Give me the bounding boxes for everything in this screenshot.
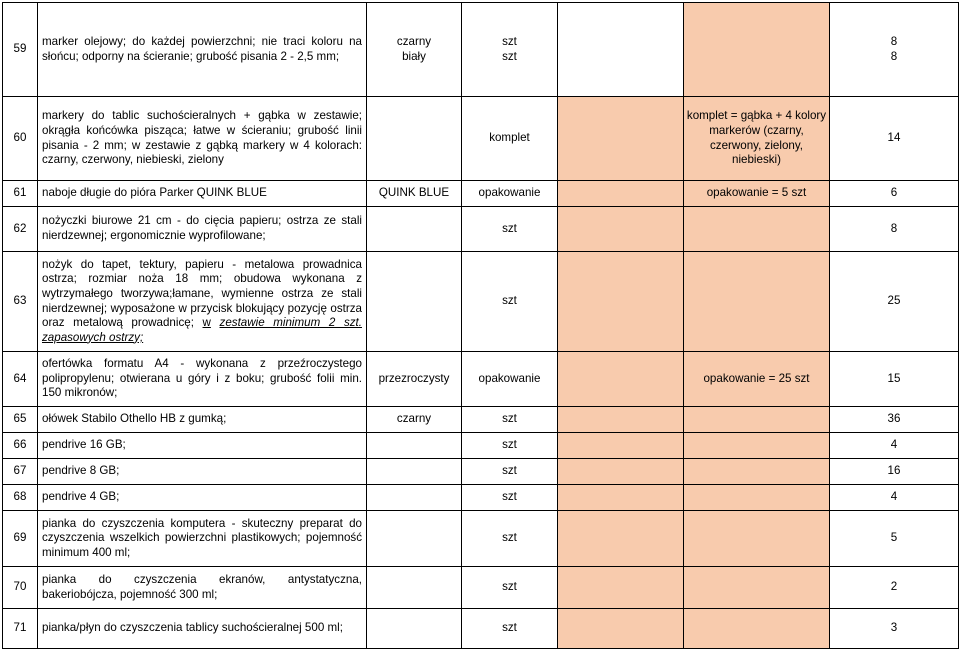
table-row [3,97,959,181]
pack-cell [558,567,684,609]
item-description: markery do tablic suchościeralnych + gąbka w zestawie; okrągła końcówka pisząca; łatwe w ścieraniu; grubość linii pisania - 2 mm; w zestawie z gąbką markery w 4 kolorach: czarny, czerwony, niebieski, zielony [38,97,367,181]
pack-cell [558,352,684,407]
desc-underlined: w [202,316,211,330]
table-row [3,567,959,609]
row-number: 68 [3,485,38,511]
unit-value: szt [462,433,558,459]
qty-value: 5 [830,511,959,567]
item-description: pianka/płyn do czyszczenia tablicy suchościeralnej 500 ml; [38,609,367,649]
qty-value: 2 [830,567,959,609]
qty-value: 8 [890,49,898,63]
unit-value: komplet [462,97,558,181]
color-value: czarny [367,407,462,433]
pack-definition: opakowanie = 25 szt [684,352,830,407]
color-value [367,459,462,485]
pack-definition [684,207,830,252]
row-number: 60 [3,97,38,181]
item-description: naboje długie do pióra Parker QUINK BLUE [38,181,367,207]
row-number: 63 [3,252,38,352]
pack-cell [558,207,684,252]
unit-value: opakowanie [462,181,558,207]
pack-definition [684,511,830,567]
row-number: 65 [3,407,38,433]
color-value [367,609,462,649]
color-value [367,567,462,609]
desc-main: nożyk do tapet, tektury, papieru - metalowa prowadnica ostrza; rozmiar noża 18 mm; obudowa wykonana z wytrzymałego tworzywa;łamane, wymienne ostrza ze stali nierdzewnej; wyposażone w przycisk blokujący pozycję ostrza oraz metalową prowadnicę; [42,257,362,330]
table-row [3,407,959,433]
pack-cell [558,459,684,485]
item-description: ołówek Stabilo Othello HB z gumką; [38,407,367,433]
pack-definition [684,485,830,511]
row-number: 70 [3,567,38,609]
row-number: 66 [3,433,38,459]
qty-value: 16 [830,459,959,485]
qty-value: 14 [830,97,959,181]
item-description: pendrive 16 GB; [38,433,367,459]
unit-value: szt [462,567,558,609]
product-table [2,2,959,649]
unit-value: szt [462,252,558,352]
qty-value: 25 [830,252,959,352]
table-row [3,459,959,485]
item-description: ofertówka formatu A4 - wykonana z przeźroczystego polipropylenu; otwierana u góry i z boku; grubość folii min. 150 mikronów; [38,352,367,407]
unit-value: szt [462,511,558,567]
qty-value: 4 [830,433,959,459]
item-description: pendrive 4 GB; [38,485,367,511]
pack-cell [558,485,684,511]
color-value: biały [402,49,426,63]
table-row [3,511,959,567]
table-row [3,352,959,407]
table-row [3,252,959,352]
row-number: 62 [3,207,38,252]
qty-value: 3 [830,609,959,649]
pack-cell [558,252,684,352]
color-value [367,511,462,567]
color-value: przezroczysty [367,352,462,407]
pack-cell [558,181,684,207]
pack-definition [684,433,830,459]
unit-value: szt [462,485,558,511]
pack-definition-cell [684,3,830,97]
item-description [38,252,367,352]
table-row [3,207,959,252]
pack-cell [558,407,684,433]
row-number: 67 [3,459,38,485]
color-value [367,207,462,252]
item-description: marker olejowy; do każdej powierzchni; nie traci koloru na słońcu; odporny na ścieranie; grubość pisania 2 - 2,5 mm; [38,3,367,97]
qty-value: 15 [830,352,959,407]
unit-value: szt [462,407,558,433]
pack-definition [684,609,830,649]
pack-cell [558,97,684,181]
table-row [3,609,959,649]
qty-value: 8 [830,207,959,252]
color-value: czarny [396,34,432,48]
color-cell [367,3,462,97]
item-description: pianka do czyszczenia ekranów, antystatyczna, bakeriobójcza, pojemność 300 ml; [38,567,367,609]
unit-cell [462,3,558,97]
pack-cell [558,3,684,97]
row-number: 59 [3,3,38,97]
qty-value: 4 [830,485,959,511]
qty-value: 6 [830,181,959,207]
pack-definition: komplet = gąbka + 4 kolory markerów (czarny, czerwony, zielony, niebieski) [684,97,830,181]
pack-definition [684,459,830,485]
pack-definition [684,567,830,609]
color-value: QUINK BLUE [367,181,462,207]
row-number: 61 [3,181,38,207]
table-row [3,485,959,511]
pack-cell [558,511,684,567]
row-number: 64 [3,352,38,407]
unit-value: szt [462,459,558,485]
unit-value: szt [502,49,517,63]
unit-value: szt [462,207,558,252]
desc-underlined-italic: zestawie minimum 2 szt. zapasowych ostrzy; [42,316,362,344]
qty-cell [830,3,959,97]
table-row [3,433,959,459]
pack-definition [684,407,830,433]
pack-definition: opakowanie = 5 szt [684,181,830,207]
unit-value: szt [462,609,558,649]
item-description: nożyczki biurowe 21 cm - do cięcia papieru; ostrza ze stali nierdzewnej; ergonomicznie wyprofilowane; [38,207,367,252]
color-value [367,433,462,459]
qty-value: 8 [890,34,898,48]
qty-value: 36 [830,407,959,433]
pack-definition [684,252,830,352]
row-number: 71 [3,609,38,649]
item-description: pianka do czyszczenia komputera - skuteczny preparat do czyszczenia wszelkich powierzchni plastikowych; pojemność minimum 400 ml; [38,511,367,567]
color-value [367,97,462,181]
color-value [367,252,462,352]
desc-space [211,316,220,329]
color-value [367,485,462,511]
table-row [3,3,959,97]
unit-value: szt [502,34,517,48]
row-number: 69 [3,511,38,567]
pack-cell [558,609,684,649]
pack-cell [558,433,684,459]
unit-value: opakowanie [462,352,558,407]
table-row [3,181,959,207]
item-description: pendrive 8 GB; [38,459,367,485]
